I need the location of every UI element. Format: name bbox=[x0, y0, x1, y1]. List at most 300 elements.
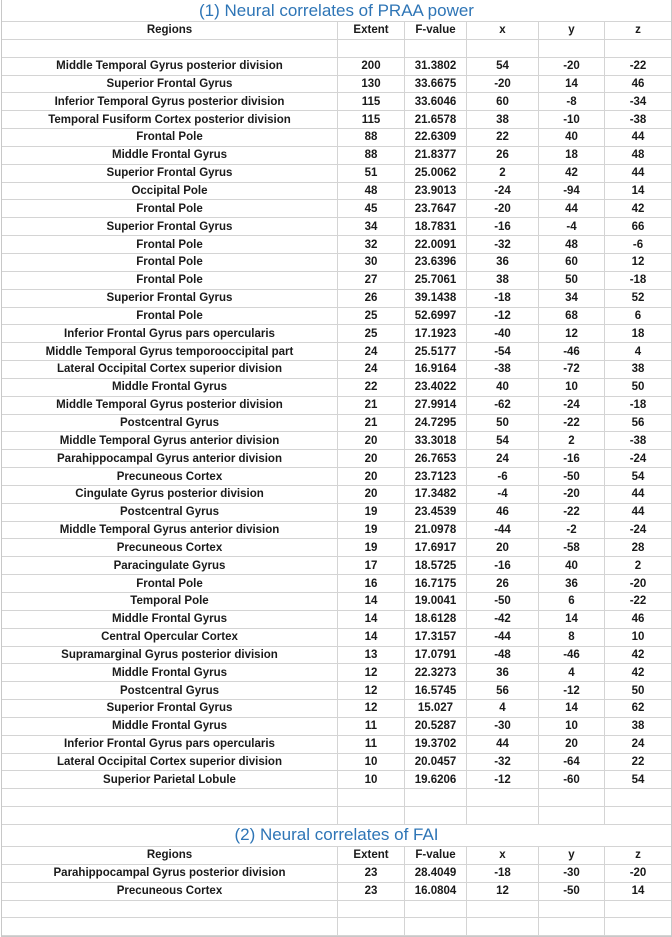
column-header-region[interactable]: Regions bbox=[2, 22, 338, 39]
f-value-cell[interactable]: 17.3157 bbox=[405, 629, 467, 646]
z-cell[interactable]: 44 bbox=[631, 506, 645, 519]
x-cell[interactable]: -32 bbox=[467, 236, 539, 253]
extent-cell[interactable]: 14 bbox=[338, 629, 405, 646]
x-cell[interactable]: 20 bbox=[467, 539, 539, 556]
x-cell[interactable]: -12 bbox=[467, 308, 539, 325]
f-value-cell[interactable]: 23.6396 bbox=[405, 254, 467, 271]
x-cell[interactable]: -50 bbox=[467, 593, 539, 610]
extent-cell[interactable]: 25 bbox=[338, 308, 405, 325]
x-cell[interactable]: 36 bbox=[467, 664, 539, 681]
y-cell[interactable]: -12 bbox=[539, 682, 605, 699]
region-cell[interactable]: Parahippocampal Gyrus posterior division bbox=[2, 865, 338, 882]
z-cell[interactable]: 44 bbox=[631, 488, 645, 501]
region-cell[interactable]: Temporal Fusiform Cortex posterior division bbox=[2, 111, 338, 128]
y-cell[interactable]: 60 bbox=[539, 254, 605, 271]
region-cell[interactable]: Middle Frontal Gyrus bbox=[2, 664, 338, 681]
empty-cell[interactable] bbox=[338, 807, 405, 824]
x-cell[interactable]: -44 bbox=[467, 629, 539, 646]
f-value-cell[interactable]: 23.4539 bbox=[405, 504, 467, 521]
z-cell[interactable]: -20 bbox=[629, 577, 647, 590]
y-cell[interactable]: -60 bbox=[539, 771, 605, 788]
z-cell[interactable]: -22 bbox=[629, 595, 647, 608]
y-cell[interactable]: 14 bbox=[539, 700, 605, 717]
f-value-cell[interactable]: 23.7647 bbox=[405, 200, 467, 217]
x-cell[interactable]: 2 bbox=[467, 165, 539, 182]
f-value-cell[interactable]: 28.4049 bbox=[405, 865, 467, 882]
x-cell[interactable]: -20 bbox=[467, 200, 539, 217]
empty-cell[interactable] bbox=[405, 807, 467, 824]
extent-cell[interactable]: 32 bbox=[338, 236, 405, 253]
z-cell[interactable]: -6 bbox=[632, 238, 644, 251]
region-cell[interactable]: Superior Frontal Gyrus bbox=[2, 165, 338, 182]
extent-cell[interactable]: 51 bbox=[338, 165, 405, 182]
extent-cell[interactable]: 21 bbox=[338, 415, 405, 432]
empty-cell[interactable] bbox=[2, 901, 338, 918]
empty-cell[interactable] bbox=[338, 918, 405, 935]
z-cell[interactable]: 54 bbox=[631, 773, 645, 786]
z-cell[interactable]: 14 bbox=[631, 885, 645, 898]
x-cell[interactable]: 4 bbox=[467, 700, 539, 717]
extent-cell[interactable]: 20 bbox=[338, 468, 405, 485]
region-cell[interactable]: Frontal Pole bbox=[2, 129, 338, 146]
region-cell[interactable]: Lateral Occipital Cortex superior division bbox=[2, 754, 338, 771]
region-cell[interactable]: Temporal Pole bbox=[2, 593, 338, 610]
z-cell[interactable]: 50 bbox=[631, 684, 645, 697]
f-value-cell[interactable]: 16.0804 bbox=[405, 883, 467, 900]
y-cell[interactable]: -2 bbox=[539, 522, 605, 539]
empty-cell[interactable] bbox=[605, 918, 671, 935]
extent-cell[interactable]: 48 bbox=[338, 183, 405, 200]
z-cell[interactable]: -38 bbox=[629, 434, 647, 447]
z-cell[interactable]: 50 bbox=[631, 381, 645, 394]
x-cell[interactable]: -18 bbox=[467, 865, 539, 882]
extent-cell[interactable]: 24 bbox=[338, 361, 405, 378]
f-value-cell[interactable]: 16.9164 bbox=[405, 361, 467, 378]
x-cell[interactable]: -38 bbox=[467, 361, 539, 378]
f-value-cell[interactable]: 22.0091 bbox=[405, 236, 467, 253]
empty-cell[interactable] bbox=[539, 918, 605, 935]
x-cell[interactable]: -62 bbox=[467, 397, 539, 414]
column-header-y[interactable]: y bbox=[539, 847, 605, 864]
z-cell[interactable]: -24 bbox=[629, 452, 647, 465]
y-cell[interactable]: 34 bbox=[539, 290, 605, 307]
y-cell[interactable]: 48 bbox=[539, 236, 605, 253]
region-cell[interactable]: Inferior Frontal Gyrus pars opercularis bbox=[2, 736, 338, 753]
region-cell[interactable]: Parahippocampal Gyrus anterior division bbox=[2, 450, 338, 467]
extent-cell[interactable]: 12 bbox=[338, 682, 405, 699]
f-value-cell[interactable]: 21.6578 bbox=[405, 111, 467, 128]
y-cell[interactable]: -46 bbox=[539, 647, 605, 664]
extent-cell[interactable]: 200 bbox=[338, 58, 405, 75]
x-cell[interactable]: 22 bbox=[467, 129, 539, 146]
empty-cell[interactable] bbox=[467, 40, 539, 57]
column-header-region[interactable]: Regions bbox=[2, 847, 338, 864]
extent-cell[interactable]: 14 bbox=[338, 611, 405, 628]
column-header-x[interactable]: x bbox=[467, 22, 539, 39]
extent-cell[interactable]: 24 bbox=[338, 343, 405, 360]
region-cell[interactable]: Precuneous Cortex bbox=[2, 539, 338, 556]
extent-cell[interactable]: 88 bbox=[338, 147, 405, 164]
x-cell[interactable]: -18 bbox=[467, 290, 539, 307]
y-cell[interactable]: 36 bbox=[539, 575, 605, 592]
y-cell[interactable]: 42 bbox=[539, 165, 605, 182]
y-cell[interactable]: -30 bbox=[539, 865, 605, 882]
x-cell[interactable]: 38 bbox=[467, 111, 539, 128]
f-value-cell[interactable]: 17.0791 bbox=[405, 647, 467, 664]
y-cell[interactable]: 44 bbox=[539, 200, 605, 217]
x-cell[interactable]: -32 bbox=[467, 754, 539, 771]
f-value-cell[interactable]: 23.9013 bbox=[405, 183, 467, 200]
extent-cell[interactable]: 19 bbox=[338, 539, 405, 556]
z-cell[interactable]: 54 bbox=[631, 470, 645, 483]
z-cell[interactable]: 42 bbox=[631, 648, 645, 661]
extent-cell[interactable]: 115 bbox=[338, 93, 405, 110]
z-cell[interactable]: -24 bbox=[629, 524, 647, 537]
column-header-z[interactable]: z bbox=[635, 24, 641, 37]
f-value-cell[interactable]: 24.7295 bbox=[405, 415, 467, 432]
region-cell[interactable]: Paracingulate Gyrus bbox=[2, 557, 338, 574]
x-cell[interactable]: 26 bbox=[467, 147, 539, 164]
y-cell[interactable]: 10 bbox=[539, 718, 605, 735]
region-cell[interactable]: Superior Frontal Gyrus bbox=[2, 290, 338, 307]
x-cell[interactable]: -54 bbox=[467, 343, 539, 360]
y-cell[interactable]: -20 bbox=[539, 486, 605, 503]
extent-cell[interactable]: 23 bbox=[338, 865, 405, 882]
empty-cell[interactable] bbox=[405, 40, 467, 57]
x-cell[interactable]: 54 bbox=[467, 58, 539, 75]
column-header-y[interactable]: y bbox=[539, 22, 605, 39]
extent-cell[interactable]: 11 bbox=[338, 736, 405, 753]
f-value-cell[interactable]: 52.6997 bbox=[405, 308, 467, 325]
extent-cell[interactable]: 10 bbox=[338, 754, 405, 771]
region-cell[interactable]: Middle Frontal Gyrus bbox=[2, 147, 338, 164]
y-cell[interactable]: 40 bbox=[539, 129, 605, 146]
empty-cell[interactable] bbox=[467, 918, 539, 935]
y-cell[interactable]: -46 bbox=[539, 343, 605, 360]
x-cell[interactable]: -48 bbox=[467, 647, 539, 664]
empty-cell[interactable] bbox=[605, 807, 671, 824]
region-cell[interactable]: Lateral Occipital Cortex superior division bbox=[2, 361, 338, 378]
region-cell[interactable]: Precuneous Cortex bbox=[2, 883, 338, 900]
extent-cell[interactable]: 23 bbox=[338, 883, 405, 900]
z-cell[interactable]: 38 bbox=[631, 363, 645, 376]
extent-cell[interactable]: 30 bbox=[338, 254, 405, 271]
region-cell[interactable]: Middle Frontal Gyrus bbox=[2, 718, 338, 735]
extent-cell[interactable]: 25 bbox=[338, 325, 405, 342]
y-cell[interactable]: 10 bbox=[539, 379, 605, 396]
f-value-cell[interactable]: 22.3273 bbox=[405, 664, 467, 681]
y-cell[interactable]: -10 bbox=[539, 111, 605, 128]
f-value-cell[interactable]: 33.6675 bbox=[405, 76, 467, 93]
y-cell[interactable]: -4 bbox=[539, 218, 605, 235]
z-cell[interactable]: 14 bbox=[631, 185, 645, 198]
x-cell[interactable]: -44 bbox=[467, 522, 539, 539]
x-cell[interactable]: -4 bbox=[467, 486, 539, 503]
region-cell[interactable]: Postcentral Gyrus bbox=[2, 504, 338, 521]
y-cell[interactable]: 18 bbox=[539, 147, 605, 164]
x-cell[interactable]: 38 bbox=[467, 272, 539, 289]
extent-cell[interactable]: 34 bbox=[338, 218, 405, 235]
region-cell[interactable]: Middle Temporal Gyrus temporooccipital part bbox=[2, 343, 338, 360]
region-cell[interactable]: Frontal Pole bbox=[2, 254, 338, 271]
f-value-cell[interactable]: 25.7061 bbox=[405, 272, 467, 289]
z-cell[interactable]: -38 bbox=[629, 113, 647, 126]
y-cell[interactable]: -22 bbox=[539, 415, 605, 432]
empty-cell[interactable] bbox=[605, 40, 671, 57]
region-cell[interactable]: Superior Parietal Lobule bbox=[2, 771, 338, 788]
empty-cell[interactable] bbox=[338, 40, 405, 57]
region-cell[interactable]: Supramarginal Gyrus posterior division bbox=[2, 647, 338, 664]
x-cell[interactable]: 36 bbox=[467, 254, 539, 271]
z-cell[interactable]: 42 bbox=[631, 202, 645, 215]
empty-cell[interactable] bbox=[2, 40, 338, 57]
region-cell[interactable]: Superior Frontal Gyrus bbox=[2, 218, 338, 235]
x-cell[interactable]: -12 bbox=[467, 771, 539, 788]
z-cell[interactable]: 48 bbox=[631, 149, 645, 162]
f-value-cell[interactable]: 21.8377 bbox=[405, 147, 467, 164]
empty-cell[interactable] bbox=[467, 901, 539, 918]
f-value-cell[interactable]: 26.7653 bbox=[405, 450, 467, 467]
f-value-cell[interactable]: 21.0978 bbox=[405, 522, 467, 539]
empty-cell[interactable] bbox=[338, 901, 405, 918]
y-cell[interactable]: -8 bbox=[539, 93, 605, 110]
extent-cell[interactable]: 21 bbox=[338, 397, 405, 414]
empty-cell[interactable] bbox=[2, 918, 338, 935]
region-cell[interactable]: Middle Temporal Gyrus anterior division bbox=[2, 522, 338, 539]
column-header-x[interactable]: x bbox=[467, 847, 539, 864]
region-cell[interactable]: Superior Frontal Gyrus bbox=[2, 76, 338, 93]
region-cell[interactable]: Precuneous Cortex bbox=[2, 468, 338, 485]
region-cell[interactable]: Middle Frontal Gyrus bbox=[2, 611, 338, 628]
empty-cell[interactable] bbox=[467, 789, 539, 806]
f-value-cell[interactable]: 18.7831 bbox=[405, 218, 467, 235]
z-cell[interactable]: -20 bbox=[629, 867, 647, 880]
f-value-cell[interactable]: 22.6309 bbox=[405, 129, 467, 146]
f-value-cell[interactable]: 20.5287 bbox=[405, 718, 467, 735]
region-cell[interactable]: Cingulate Gyrus posterior division bbox=[2, 486, 338, 503]
region-cell[interactable]: Inferior Frontal Gyrus pars opercularis bbox=[2, 325, 338, 342]
x-cell[interactable]: -20 bbox=[467, 76, 539, 93]
f-value-cell[interactable]: 19.6206 bbox=[405, 771, 467, 788]
extent-cell[interactable]: 19 bbox=[338, 504, 405, 521]
x-cell[interactable]: -42 bbox=[467, 611, 539, 628]
extent-cell[interactable]: 26 bbox=[338, 290, 405, 307]
y-cell[interactable]: -50 bbox=[539, 468, 605, 485]
x-cell[interactable]: 44 bbox=[467, 736, 539, 753]
x-cell[interactable]: 54 bbox=[467, 432, 539, 449]
column-header-z[interactable]: z bbox=[635, 849, 641, 862]
f-value-cell[interactable]: 17.1923 bbox=[405, 325, 467, 342]
empty-cell[interactable] bbox=[539, 901, 605, 918]
z-cell[interactable]: 6 bbox=[634, 309, 642, 322]
empty-cell[interactable] bbox=[605, 789, 671, 806]
x-cell[interactable]: -30 bbox=[467, 718, 539, 735]
column-header-extent[interactable]: Extent bbox=[338, 22, 405, 39]
f-value-cell[interactable]: 25.5177 bbox=[405, 343, 467, 360]
z-cell[interactable]: 4 bbox=[634, 345, 642, 358]
z-cell[interactable]: -18 bbox=[629, 274, 647, 287]
f-value-cell[interactable]: 17.6917 bbox=[405, 539, 467, 556]
empty-cell[interactable] bbox=[405, 918, 467, 935]
f-value-cell[interactable]: 39.1438 bbox=[405, 290, 467, 307]
extent-cell[interactable]: 10 bbox=[338, 771, 405, 788]
region-cell[interactable]: Postcentral Gyrus bbox=[2, 682, 338, 699]
y-cell[interactable]: 40 bbox=[539, 557, 605, 574]
x-cell[interactable]: 60 bbox=[467, 93, 539, 110]
empty-cell[interactable] bbox=[539, 789, 605, 806]
z-cell[interactable]: -34 bbox=[629, 95, 647, 108]
x-cell[interactable]: 56 bbox=[467, 682, 539, 699]
extent-cell[interactable]: 130 bbox=[338, 76, 405, 93]
region-cell[interactable]: Central Opercular Cortex bbox=[2, 629, 338, 646]
y-cell[interactable]: -20 bbox=[539, 58, 605, 75]
column-header-f-value[interactable]: F-value bbox=[405, 847, 467, 864]
x-cell[interactable]: -6 bbox=[467, 468, 539, 485]
z-cell[interactable]: 52 bbox=[631, 292, 645, 305]
extent-cell[interactable]: 19 bbox=[338, 522, 405, 539]
empty-cell[interactable] bbox=[405, 789, 467, 806]
y-cell[interactable]: 4 bbox=[539, 664, 605, 681]
f-value-cell[interactable]: 33.6046 bbox=[405, 93, 467, 110]
f-value-cell[interactable]: 20.0457 bbox=[405, 754, 467, 771]
y-cell[interactable]: 14 bbox=[539, 611, 605, 628]
empty-cell[interactable] bbox=[539, 807, 605, 824]
y-cell[interactable]: -72 bbox=[539, 361, 605, 378]
z-cell[interactable]: -18 bbox=[629, 399, 647, 412]
column-header-f-value[interactable]: F-value bbox=[405, 22, 467, 39]
region-cell[interactable]: Middle Temporal Gyrus posterior division bbox=[2, 397, 338, 414]
x-cell[interactable]: -16 bbox=[467, 218, 539, 235]
x-cell[interactable]: 12 bbox=[467, 883, 539, 900]
f-value-cell[interactable]: 25.0062 bbox=[405, 165, 467, 182]
f-value-cell[interactable]: 15.027 bbox=[405, 700, 467, 717]
z-cell[interactable]: 44 bbox=[631, 131, 645, 144]
f-value-cell[interactable]: 17.3482 bbox=[405, 486, 467, 503]
z-cell[interactable]: 38 bbox=[631, 720, 645, 733]
extent-cell[interactable]: 20 bbox=[338, 432, 405, 449]
x-cell[interactable]: 24 bbox=[467, 450, 539, 467]
region-cell[interactable]: Frontal Pole bbox=[2, 308, 338, 325]
region-cell[interactable]: Frontal Pole bbox=[2, 575, 338, 592]
extent-cell[interactable]: 17 bbox=[338, 557, 405, 574]
y-cell[interactable]: 50 bbox=[539, 272, 605, 289]
f-value-cell[interactable]: 27.9914 bbox=[405, 397, 467, 414]
z-cell[interactable]: 62 bbox=[631, 702, 645, 715]
region-cell[interactable]: Middle Frontal Gyrus bbox=[2, 379, 338, 396]
empty-cell[interactable] bbox=[605, 901, 671, 918]
z-cell[interactable]: 10 bbox=[631, 631, 645, 644]
extent-cell[interactable]: 11 bbox=[338, 718, 405, 735]
x-cell[interactable]: 46 bbox=[467, 504, 539, 521]
extent-cell[interactable]: 45 bbox=[338, 200, 405, 217]
extent-cell[interactable]: 20 bbox=[338, 450, 405, 467]
y-cell[interactable]: -16 bbox=[539, 450, 605, 467]
x-cell[interactable]: 50 bbox=[467, 415, 539, 432]
f-value-cell[interactable]: 16.7175 bbox=[405, 575, 467, 592]
region-cell[interactable]: Superior Frontal Gyrus bbox=[2, 700, 338, 717]
x-cell[interactable]: 40 bbox=[467, 379, 539, 396]
extent-cell[interactable]: 12 bbox=[338, 664, 405, 681]
empty-cell[interactable] bbox=[405, 901, 467, 918]
f-value-cell[interactable]: 19.0041 bbox=[405, 593, 467, 610]
f-value-cell[interactable]: 23.4022 bbox=[405, 379, 467, 396]
region-cell[interactable]: Frontal Pole bbox=[2, 272, 338, 289]
z-cell[interactable]: 2 bbox=[634, 559, 642, 572]
empty-cell[interactable] bbox=[467, 807, 539, 824]
z-cell[interactable]: 28 bbox=[631, 541, 645, 554]
extent-cell[interactable]: 20 bbox=[338, 486, 405, 503]
y-cell[interactable]: 6 bbox=[539, 593, 605, 610]
column-header-extent[interactable]: Extent bbox=[338, 847, 405, 864]
extent-cell[interactable]: 12 bbox=[338, 700, 405, 717]
x-cell[interactable]: -40 bbox=[467, 325, 539, 342]
f-value-cell[interactable]: 18.6128 bbox=[405, 611, 467, 628]
region-cell[interactable]: Frontal Pole bbox=[2, 236, 338, 253]
y-cell[interactable]: 20 bbox=[539, 736, 605, 753]
extent-cell[interactable]: 16 bbox=[338, 575, 405, 592]
region-cell[interactable]: Frontal Pole bbox=[2, 200, 338, 217]
y-cell[interactable]: -58 bbox=[539, 539, 605, 556]
f-value-cell[interactable]: 33.3018 bbox=[405, 432, 467, 449]
y-cell[interactable]: 14 bbox=[539, 76, 605, 93]
z-cell[interactable]: 24 bbox=[631, 738, 645, 751]
z-cell[interactable]: 22 bbox=[631, 756, 645, 769]
extent-cell[interactable]: 88 bbox=[338, 129, 405, 146]
region-cell[interactable]: Inferior Temporal Gyrus posterior division bbox=[2, 93, 338, 110]
f-value-cell[interactable]: 16.5745 bbox=[405, 682, 467, 699]
z-cell[interactable]: 46 bbox=[631, 77, 645, 90]
z-cell[interactable]: 44 bbox=[631, 167, 645, 180]
y-cell[interactable]: -94 bbox=[539, 183, 605, 200]
x-cell[interactable]: 26 bbox=[467, 575, 539, 592]
f-value-cell[interactable]: 19.3702 bbox=[405, 736, 467, 753]
y-cell[interactable]: -24 bbox=[539, 397, 605, 414]
empty-cell[interactable] bbox=[2, 807, 338, 824]
x-cell[interactable]: -16 bbox=[467, 557, 539, 574]
x-cell[interactable]: -24 bbox=[467, 183, 539, 200]
z-cell[interactable]: 12 bbox=[631, 256, 645, 269]
z-cell[interactable]: 18 bbox=[631, 327, 645, 340]
z-cell[interactable]: -22 bbox=[629, 60, 647, 73]
f-value-cell[interactable]: 18.5725 bbox=[405, 557, 467, 574]
z-cell[interactable]: 66 bbox=[631, 220, 645, 233]
z-cell[interactable]: 56 bbox=[631, 416, 645, 429]
z-cell[interactable]: 42 bbox=[631, 666, 645, 679]
y-cell[interactable]: -50 bbox=[539, 883, 605, 900]
f-value-cell[interactable]: 23.7123 bbox=[405, 468, 467, 485]
y-cell[interactable]: -22 bbox=[539, 504, 605, 521]
y-cell[interactable]: 8 bbox=[539, 629, 605, 646]
y-cell[interactable]: 2 bbox=[539, 432, 605, 449]
empty-cell[interactable] bbox=[539, 40, 605, 57]
region-cell[interactable]: Middle Temporal Gyrus posterior division bbox=[2, 58, 338, 75]
empty-cell[interactable] bbox=[2, 789, 338, 806]
extent-cell[interactable]: 27 bbox=[338, 272, 405, 289]
extent-cell[interactable]: 14 bbox=[338, 593, 405, 610]
y-cell[interactable]: 12 bbox=[539, 325, 605, 342]
extent-cell[interactable]: 13 bbox=[338, 647, 405, 664]
extent-cell[interactable]: 22 bbox=[338, 379, 405, 396]
empty-cell[interactable] bbox=[338, 789, 405, 806]
extent-cell[interactable]: 115 bbox=[338, 111, 405, 128]
y-cell[interactable]: 68 bbox=[539, 308, 605, 325]
y-cell[interactable]: -64 bbox=[539, 754, 605, 771]
region-cell[interactable]: Postcentral Gyrus bbox=[2, 415, 338, 432]
f-value-cell[interactable]: 31.3802 bbox=[405, 58, 467, 75]
region-cell[interactable]: Occipital Pole bbox=[2, 183, 338, 200]
region-cell[interactable]: Middle Temporal Gyrus anterior division bbox=[2, 432, 338, 449]
z-cell[interactable]: 46 bbox=[631, 613, 645, 626]
